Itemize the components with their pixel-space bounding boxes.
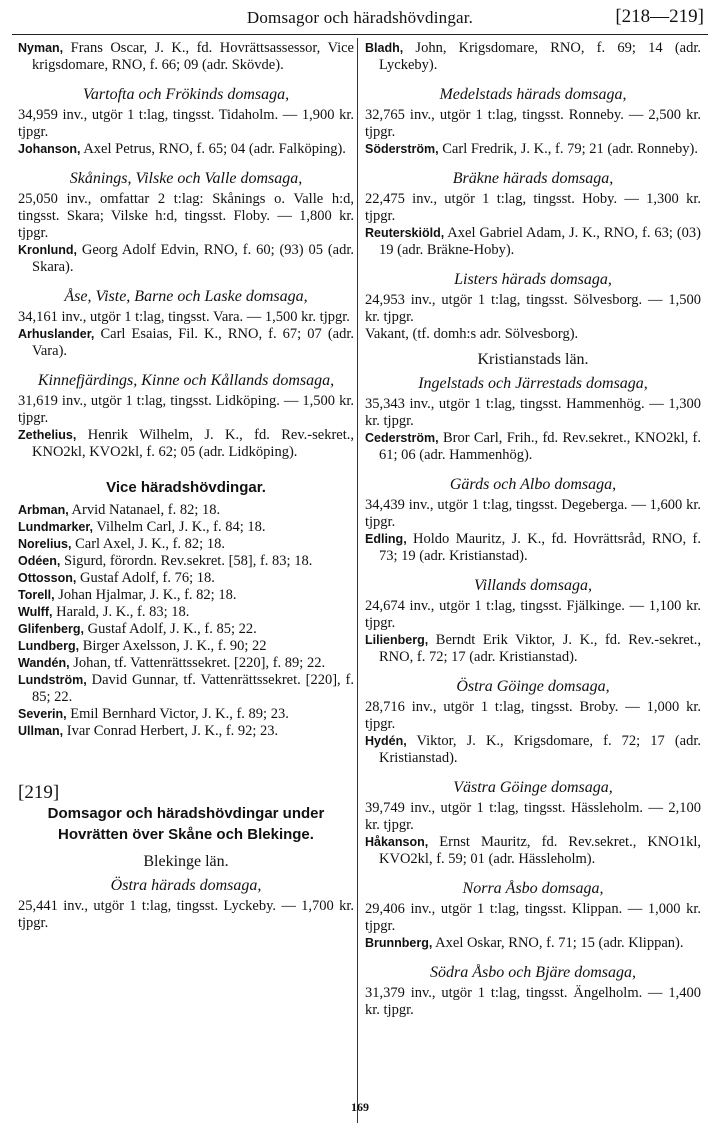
vice-entry: Lundström, David Gunnar, tf. Vattenrättssekret. [220], f. 85; 22. (18, 672, 354, 705)
district-heading: Östra härads domsaga, (110, 877, 262, 894)
district-info: 32,765 inv., utgör 1 t:lag, tingsst. Ronneby. — 2,500 kr. tjpgr. (365, 107, 701, 140)
column-divider (357, 38, 358, 1123)
district-info: 34,959 inv., utgör 1 t:lag, tingsst. Tidaholm. — 1,900 kr. tjpgr. (18, 107, 354, 140)
right-column (365, 40, 701, 1019)
person-entry: Bladh, John, Krigsdomare, RNO, f. 69; 14 (adr. Lyckeby). (365, 40, 701, 73)
district-info: 35,343 inv., utgör 1 t:lag, tingsst. Hammenhög. — 1,300 kr. tjpgr. (365, 396, 701, 429)
person-entry: Lilienberg, Berndt Erik Viktor, J. K., fd. Rev.-sekret., RNO, f. 72; 17 (adr. Kristianstad). (365, 632, 701, 665)
person-entry: Arhuslander, Carl Esaias, Fil. K., RNO, f. 67; 07 (adr. Vara). (18, 326, 354, 359)
vice-list (18, 502, 354, 740)
vice-entry: Wulff, Harald, J. K., f. 83; 18. (18, 604, 190, 620)
page-header (12, 4, 708, 35)
district-heading: Skånings, Vilske och Valle domsaga, (69, 170, 303, 187)
district-heading: Listers härads domsaga, (454, 271, 612, 288)
vice-heading: Vice häradshövdingar. (106, 479, 266, 496)
district-heading: Västra Göinge domsaga, (453, 779, 613, 796)
person-entry: Vakant, (tf. domh:s adr. Sölvesborg). (365, 326, 579, 342)
running-title: Domsagor och häradshövdingar. (246, 8, 474, 27)
person-entry: Edling, Holdo Mauritz, J. K., fd. Hovrättsråd, RNO, f. 73; 19 (adr. Kristianstad). (365, 531, 701, 564)
person-entry: Johanson, Axel Petrus, RNO, f. 65; 04 (adr. Falköping). (18, 141, 346, 157)
district-info: 24,953 inv., utgör 1 t:lag, tingsst. Sölvesborg. — 1,500 kr. tjpgr. (365, 292, 701, 325)
page-marker: [219] (18, 782, 60, 803)
vice-entry: Severin, Emil Bernhard Victor, J. K., f. 89; 23. (18, 706, 289, 722)
district-heading: Kinnefjärdings, Kinne och Kållands domsaga, (37, 372, 335, 389)
district-info: 28,716 inv., utgör 1 t:lag, tingsst. Broby. — 1,000 kr. tjpgr. (365, 699, 701, 732)
vice-entry: Norelius, Carl Axel, J. K., f. 82; 18. (18, 536, 225, 552)
district-heading: Villands domsaga, (474, 577, 592, 594)
district-heading: Gärds och Albo domsaga, (449, 476, 617, 493)
person-entry: Nyman, Frans Oscar, J. K., fd. Hovrättsassessor, Vice krigsdomare, RNO, f. 66; 09 (adr. Skövde). (18, 40, 354, 73)
vice-entry: Lundberg, Birger Axelsson, J. K., f. 90; 22 (18, 638, 267, 654)
district-info: 34,439 inv., utgör 1 t:lag, tingsst. Degeberga. — 1,600 kr. tjpgr. (365, 497, 701, 530)
county-heading: Kristianstads län. (477, 351, 589, 368)
vice-entry: Glifenberg, Gustaf Adolf, J. K., f. 85; 22. (18, 621, 257, 637)
person-entry: Cederström, Bror Carl, Frih., fd. Rev.sekret., KNO2kl, f. 61; 06 (adr. Hammenhög). (365, 430, 701, 463)
person-entry: Reuterskiöld, Axel Gabriel Adam, J. K., RNO, f. 63; (03) 19 (adr. Bräkne-Hoby). (365, 225, 701, 258)
district-heading: Vartofta och Frökinds domsaga, (82, 86, 290, 103)
person-entry: Zethelius, Henrik Wilhelm, J. K., fd. Rev.-sekret., KNO2kl, KVO2kl, f. 62; 05 (adr. Lidköping). (18, 427, 354, 460)
page-number: 169 (351, 1100, 369, 1114)
vice-entry: Torell, Johan Hjalmar, J. K., f. 82; 18. (18, 587, 237, 603)
district-heading: Åse, Viste, Barne och Laske domsaga, (64, 288, 308, 305)
district-info: 29,406 inv., utgör 1 t:lag, tingsst. Klippan. — 1,000 kr. tjpgr. (365, 901, 701, 934)
district-heading: Norra Åsbo domsaga, (462, 880, 604, 897)
person-entry: Brunnberg, Axel Oskar, RNO, f. 71; 15 (adr. Klippan). (365, 935, 684, 951)
person-entry: Söderström, Carl Fredrik, J. K., f. 79; 21 (adr. Ronneby). (365, 141, 698, 157)
person-entry: Håkanson, Ernst Mauritz, fd. Rev.sekret., KNO1kl, KVO2kl, f. 59; 01 (adr. Hässleholm). (365, 834, 701, 867)
person-entry: Hydén, Viktor, J. K., Krigsdomare, f. 72; 17 (adr. Kristianstad). (365, 733, 701, 766)
district-heading: Ingelstads och Järrestads domsaga, (418, 375, 648, 392)
vice-entry: Arbman, Arvid Natanael, f. 82; 18. (18, 502, 221, 518)
vice-entry: Ottosson, Gustaf Adolf, f. 76; 18. (18, 570, 215, 586)
district-heading: Södra Åsbo och Bjäre domsaga, (429, 964, 637, 981)
page-range: [218—219] (615, 6, 704, 27)
person-entry: Kronlund, Georg Adolf Edvin, RNO, f. 60; (93) 05 (adr. Skara). (18, 242, 354, 275)
vice-entry: Lundmarker, Vilhelm Carl, J. K., f. 84; 18. (18, 519, 266, 535)
district-info: 34,161 inv., utgör 1 t:lag, tingsst. Vara. — 1,500 kr. tjpgr. (18, 309, 350, 325)
district-heading: Östra Göinge domsaga, (456, 678, 610, 695)
district-info: 31,619 inv., utgör 1 t:lag, tingsst. Lidköping. — 1,500 kr. tjpgr. (18, 393, 354, 426)
vice-entry: Ullman, Ivar Conrad Herbert, J. K., f. 92; 23. (18, 723, 279, 739)
left-column (18, 40, 354, 932)
section-heading: Domsagor och häradshövdingar under Hovrätten över Skåne och Blekinge. (47, 805, 325, 843)
district-info: 25,441 inv., utgör 1 t:lag, tingsst. Lyckeby. — 1,700 kr. tjpgr. (18, 898, 354, 931)
vice-entry: Wandén, Johan, tf. Vattenrättssekret. [220], f. 89; 22. (18, 655, 326, 671)
district-heading: Bräkne härads domsaga, (452, 170, 614, 187)
district-info: 25,050 inv., omfattar 2 t:lag: Skånings o. Valle h:d, tingsst. Skara; Vilske h:d, tingsst. Floby. — 1,800 kr. tjpgr. (18, 191, 354, 241)
district-info: 22,475 inv., utgör 1 t:lag, tingsst. Hoby. — 1,300 kr. tjpgr. (365, 191, 701, 224)
district-info: 31,379 inv., utgör 1 t:lag, tingsst. Ängelholm. — 1,400 kr. tjpgr. (365, 985, 701, 1018)
district-info: 39,749 inv., utgör 1 t:lag, tingsst. Hässleholm. — 2,100 kr. tjpgr. (365, 800, 701, 833)
district-heading: Medelstads härads domsaga, (439, 86, 627, 103)
county-heading: Blekinge län. (143, 853, 229, 870)
district-info: 24,674 inv., utgör 1 t:lag, tingsst. Fjälkinge. — 1,100 kr. tjpgr. (365, 598, 701, 631)
vice-entry: Odéen, Sigurd, förordn. Rev.sekret. [58], f. 83; 18. (18, 553, 313, 569)
